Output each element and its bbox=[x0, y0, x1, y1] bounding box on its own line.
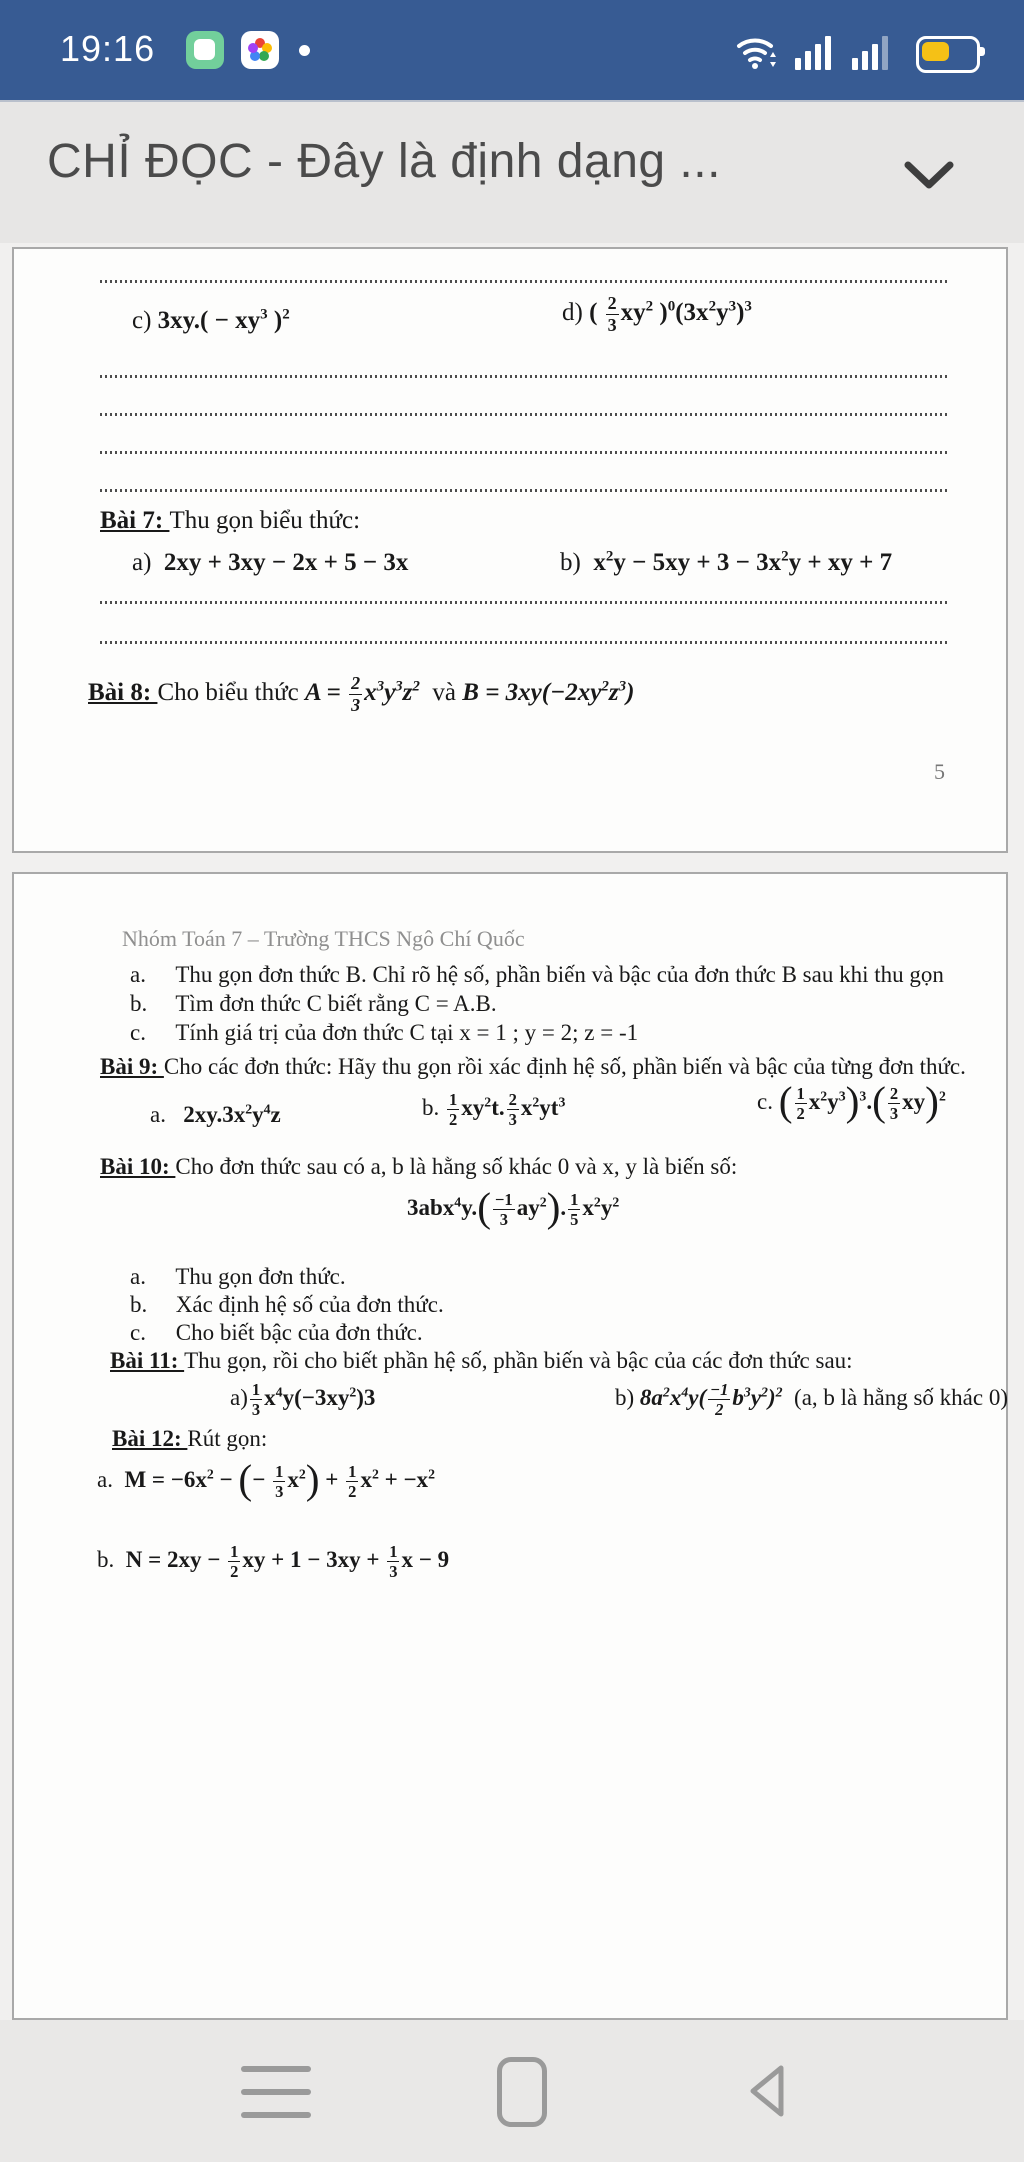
exercise9-item-a bbox=[150, 1102, 281, 1128]
dotted-answer-line bbox=[100, 451, 950, 454]
formula: $\frac{1}{2}$ $xy^2t$. $\frac{2}{3}$ $x^2yt^3$ bbox=[449, 1090, 566, 1130]
item-label: a. bbox=[150, 1102, 166, 1127]
formula: $8a^2x^4y$( $\frac{-1}{2}$ $b^3y^2)^2$ bbox=[639, 1380, 783, 1420]
formula: N = 2xy − $\frac{1}{2}$ xy + 1 − 3xy + $\frac{1}{3}$ x − 9 bbox=[125, 1542, 450, 1582]
document-page-5 bbox=[12, 247, 1008, 853]
dotted-answer-line bbox=[100, 413, 950, 416]
formula: $M = -6x^2$ − (− $\frac{1}{3}$ $x^2$) + $\frac{1}{2}$ $x^2 + -x^2$ bbox=[124, 1455, 435, 1502]
document-page-6 bbox=[12, 872, 1008, 2020]
item-note: (a, b là hằng số khác 0) bbox=[794, 1384, 1008, 1410]
exercise9-heading bbox=[100, 1054, 966, 1080]
battery-nub bbox=[980, 47, 985, 56]
dotted-answer-line bbox=[100, 280, 950, 283]
page-header: Nhóm Toán 7 – Trường THCS Ngô Chí Quốc bbox=[122, 926, 525, 951]
exercise-number: Bài 8: bbox=[88, 678, 158, 706]
exercise-text: Cho các đơn thức: Hãy thu gọn rồi xác định hệ số, phần biến và bậc của từng đơn thức. bbox=[163, 1054, 966, 1079]
exercise11-item-a bbox=[230, 1380, 375, 1419]
exercise8-item-a bbox=[130, 962, 944, 988]
exercise8-heading bbox=[88, 673, 634, 715]
item-label: b. bbox=[130, 991, 148, 1016]
exercise9-item-b bbox=[422, 1090, 565, 1129]
document-title: CHỈ ĐỌC - Đây là định dạng ... bbox=[47, 135, 721, 188]
item-text: Tính giá trị của đơn thức C tại x = 1 ; y = 2; z = -1 bbox=[175, 1020, 639, 1045]
exercise-number: Bài 11: bbox=[110, 1348, 185, 1373]
exercise-number: Bài 7: bbox=[100, 507, 170, 534]
item-label: c. bbox=[130, 1020, 146, 1045]
battery-fill bbox=[922, 42, 949, 61]
exercise7-heading bbox=[100, 507, 360, 535]
item-label: c. bbox=[130, 1320, 146, 1345]
item-text: Thu gọn đơn thức B. Chỉ rõ hệ số, phần biến và bậc của đơn thức B sau khi thu gọn bbox=[175, 962, 944, 987]
exercise10-item-c bbox=[130, 1320, 423, 1346]
exercise-number: Bài 9: bbox=[100, 1054, 164, 1079]
formula: $x^2y - 5xy + 3 - 3x^2y$ + xy + 7 bbox=[593, 548, 893, 576]
exercise11-heading bbox=[110, 1348, 853, 1374]
connector-text: và bbox=[432, 678, 463, 706]
exercise6-item-c bbox=[132, 307, 290, 335]
notification-dot bbox=[299, 45, 310, 56]
exercise7-item-b bbox=[560, 549, 892, 577]
item-label: b) bbox=[560, 549, 581, 576]
wifi-icon bbox=[735, 34, 779, 70]
item-text: Xác định hệ số của đơn thức. bbox=[175, 1292, 444, 1317]
document-scroll-area[interactable] bbox=[0, 243, 1024, 2020]
exercise9-item-c bbox=[757, 1077, 946, 1124]
back-icon[interactable] bbox=[741, 2062, 791, 2123]
exercise12-item-a bbox=[97, 1455, 435, 1502]
exercise8-item-b bbox=[130, 991, 497, 1017]
battery-icon bbox=[916, 36, 980, 73]
item-label: a. bbox=[97, 1466, 113, 1492]
formula: $3xy.( - xy^3$ )$^2$ bbox=[157, 306, 290, 334]
photos-app-icon bbox=[241, 31, 279, 69]
item-label: a) bbox=[132, 549, 152, 576]
page-number: 5 bbox=[934, 759, 945, 784]
cellular-signal-1-icon bbox=[795, 36, 831, 70]
exercise-text: Cho đơn thức sau có a, b là hằng số khác 0 và x, y là biến số: bbox=[175, 1154, 738, 1179]
formula: $\frac{1}{3}$ $x^4y(-3xy^2)3$ bbox=[251, 1380, 376, 1420]
exercise6-item-d bbox=[562, 293, 752, 335]
formula: 3abx$^4$y.( $\frac{-1}{3}$ $ay^2$). $\frac{1}{5}$ $x^2y^2$ bbox=[407, 1183, 620, 1230]
exercise12-item-b bbox=[97, 1542, 449, 1581]
dotted-answer-line bbox=[100, 489, 950, 492]
item-label: b) bbox=[615, 1384, 635, 1410]
item-label: a) bbox=[230, 1384, 248, 1410]
messenger-app-icon-inner bbox=[194, 39, 215, 60]
formula: ( $\frac{2}{3}$ $xy^2$ )$^0(3x^2y^3)^3$ bbox=[589, 293, 752, 335]
item-label: b. bbox=[422, 1094, 440, 1120]
menu-line bbox=[241, 2089, 311, 2095]
document-title-bar bbox=[0, 100, 1024, 245]
status-bar bbox=[0, 0, 1024, 100]
clock: 19:16 bbox=[60, 28, 156, 69]
exercise10-item-a bbox=[130, 1264, 346, 1290]
formula-B: $B = 3xy(-2xy^2z^3)$ bbox=[462, 678, 635, 706]
exercise10-formula bbox=[407, 1183, 620, 1230]
exercise-text: Thu gọn biểu thức: bbox=[169, 507, 361, 534]
item-label: b. bbox=[97, 1546, 115, 1572]
item-text: Tìm đơn thức C biết rằng C = A.B. bbox=[175, 991, 497, 1016]
menu-icon[interactable] bbox=[241, 2066, 311, 2118]
item-label: c) bbox=[132, 307, 152, 334]
chevron-down-icon[interactable] bbox=[903, 160, 955, 201]
exercise10-heading bbox=[100, 1154, 737, 1180]
formula: 2xy + 3xy − 2x + 5 − 3x bbox=[163, 549, 409, 576]
exercise7-item-a bbox=[132, 549, 408, 577]
android-navigation-bar bbox=[0, 2020, 1024, 2162]
messenger-app-icon bbox=[186, 31, 224, 69]
exercise-number: Bài 12: bbox=[112, 1426, 188, 1451]
item-label: a. bbox=[130, 1264, 146, 1289]
exercise11-item-b bbox=[615, 1380, 1008, 1419]
exercise10-item-b bbox=[130, 1292, 444, 1318]
exercise12-heading bbox=[112, 1426, 267, 1452]
item-text: Cho biết bậc của đơn thức. bbox=[175, 1320, 423, 1345]
cellular-signal-2-icon bbox=[852, 36, 888, 70]
item-label: c. bbox=[757, 1088, 773, 1114]
item-label: b. bbox=[130, 1292, 148, 1317]
dotted-answer-line bbox=[100, 601, 950, 604]
exercise-number: Bài 10: bbox=[100, 1154, 176, 1179]
item-label: d) bbox=[562, 298, 583, 326]
item-label: a. bbox=[130, 962, 146, 987]
exercise-text: Cho biểu thức bbox=[157, 678, 306, 706]
exercise8-item-c bbox=[130, 1020, 638, 1046]
menu-line bbox=[241, 2066, 311, 2072]
formula-A: A = $\frac{2}{3}$ $x^3y^3z^2$ bbox=[305, 673, 420, 715]
photos-flower-icon bbox=[247, 37, 273, 63]
exercise-text: Thu gọn, rồi cho biết phần hệ số, phần biến và bậc của các đơn thức sau: bbox=[184, 1348, 853, 1373]
exercise-text: Rút gọn: bbox=[187, 1426, 268, 1451]
formula: $2xy.3x^2y^4z$ bbox=[183, 1101, 281, 1127]
formula: ( $\frac{1}{2}$ $x^2y^3)^3$.( $\frac{2}{3}$ xy)$^2$ bbox=[778, 1077, 946, 1124]
dotted-answer-line bbox=[100, 641, 950, 644]
item-text: Thu gọn đơn thức. bbox=[175, 1264, 346, 1289]
home-icon[interactable] bbox=[497, 2057, 547, 2127]
menu-line bbox=[241, 2112, 311, 2118]
dotted-answer-line bbox=[100, 375, 950, 378]
